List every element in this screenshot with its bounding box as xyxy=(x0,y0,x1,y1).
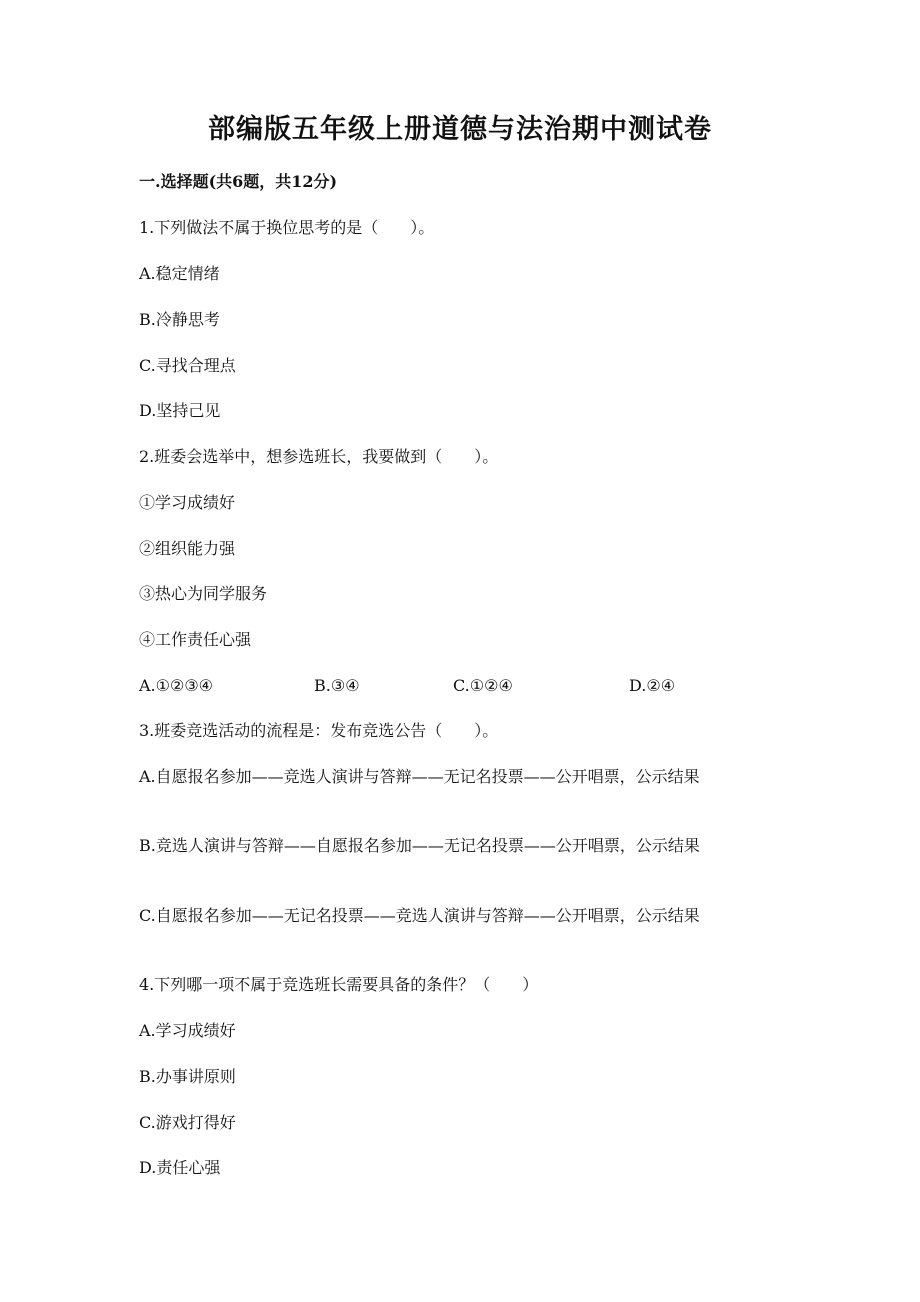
question-1-option-a: A.稳定情绪 xyxy=(139,264,220,283)
exam-title: 部编版五年级上册道德与法治期中测试卷 xyxy=(208,114,712,145)
question-3-option-c: C.自愿报名参加——无记名投票——竞选人演讲与答辩——公开唱票，公示结果 xyxy=(139,906,700,925)
question-1-option-d: D.坚持己见 xyxy=(139,401,221,420)
question-1-option-c: C.寻找合理点 xyxy=(139,356,236,375)
question-4-option-c: C.游戏打得好 xyxy=(139,1113,236,1132)
question-2-option-a: A.①②③④ xyxy=(139,676,214,695)
question-2-item-1: ①学习成绩好 xyxy=(139,493,236,512)
question-1-stem: 1.下列做法不属于换位思考的是（ ）。 xyxy=(139,218,435,237)
question-1-option-b: B.冷静思考 xyxy=(139,310,220,329)
question-2-item-2: ②组织能力强 xyxy=(139,539,236,558)
question-4-stem: 4.下列哪一项不属于竞选班长需要具备的条件？（ ） xyxy=(139,975,539,994)
question-2-option-c: C.①②④ xyxy=(453,676,513,695)
question-3-option-b: B.竞选人演讲与答辩——自愿报名参加——无记名投票——公开唱票，公示结果 xyxy=(139,836,700,855)
question-3-option-a: A.自愿报名参加——竞选人演讲与答辩——无记名投票——公开唱票，公示结果 xyxy=(139,767,700,786)
question-3-stem: 3.班委竞选活动的流程是：发布竞选公告（ ）。 xyxy=(139,721,499,740)
question-4-option-b: B.办事讲原则 xyxy=(139,1067,236,1086)
question-2-stem: 2.班委会选举中，想参选班长，我要做到（ ）。 xyxy=(139,447,499,466)
question-2-option-d: D.②④ xyxy=(629,676,676,695)
question-2-option-b: B.③④ xyxy=(314,676,360,695)
question-2-item-4: ④工作责任心强 xyxy=(139,630,252,649)
question-4-option-a: A.学习成绩好 xyxy=(139,1021,236,1040)
question-4-option-d: D.责任心强 xyxy=(139,1158,221,1177)
question-2-item-3: ③热心为同学服务 xyxy=(139,584,268,603)
section-heading: 一.选择题(共6题，共12分) xyxy=(139,172,338,191)
question-2-options xyxy=(139,674,779,698)
